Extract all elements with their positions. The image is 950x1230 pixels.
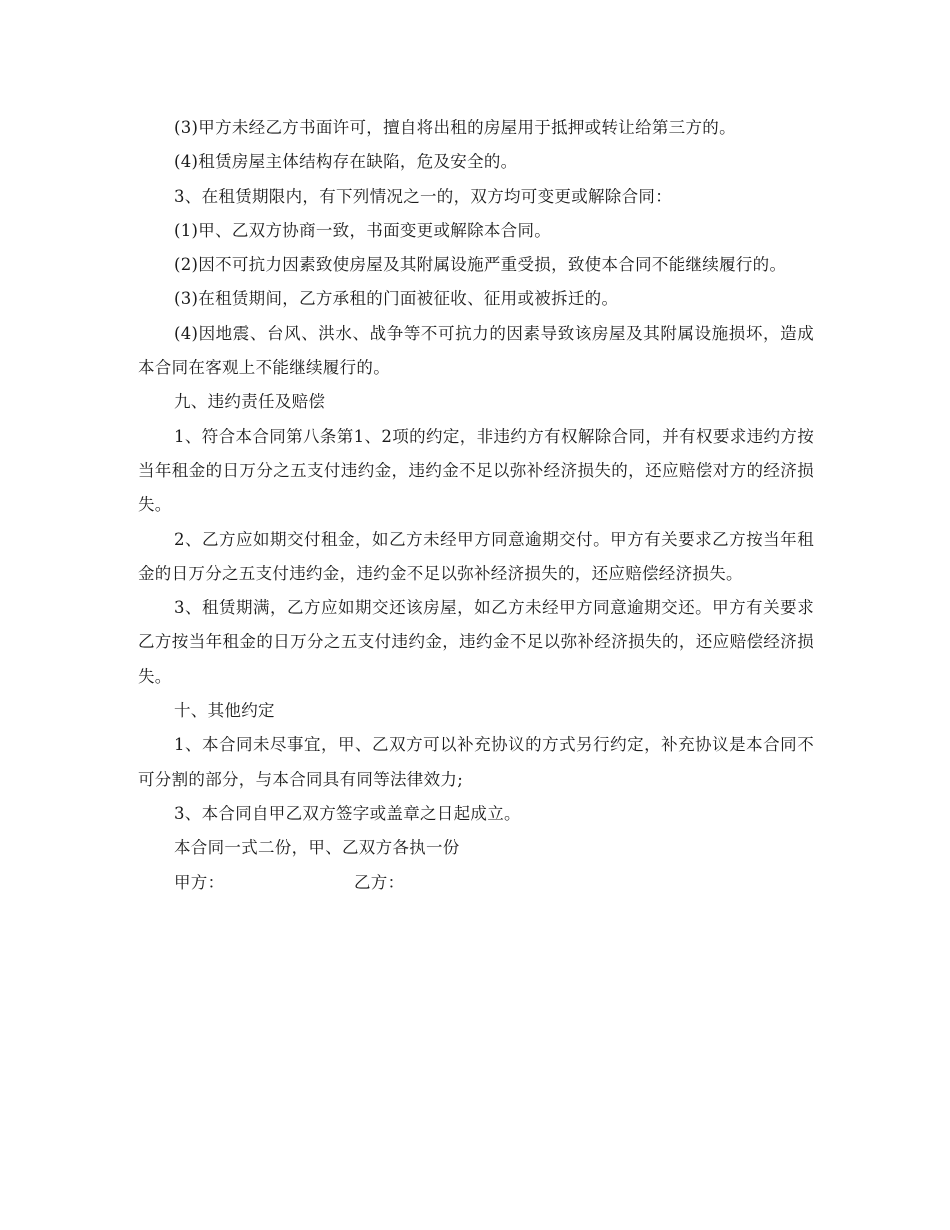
section-heading: 九、违约责任及赔偿 [174,392,326,412]
clause-paragraph: 2、乙方应如期交付租金，如乙方未经甲方同意逾期交付。甲方有关要求乙方按当年租金的日万分之五支付违约金，违约金不足以弥补经济损失的，还应赔偿经济损失。 [138,529,814,583]
clause-paragraph: (4)租赁房屋主体结构存在缺陷，危及安全的。 [174,152,518,172]
clause-paragraph: (2)因不可抗力因素致使房屋及其附属设施严重受损，致使本合同不能继续履行的。 [174,255,787,275]
party-b-signature-label: 乙方： [354,872,405,892]
clause-paragraph: (3)甲方未经乙方书面许可，擅自将出租的房屋用于抵押或转让给第三方的。 [174,118,736,137]
clause-paragraph: (3)在租赁期间，乙方承租的门面被征收、征用或被拆迁的。 [174,289,619,309]
signature-row [138,866,814,900]
clause-paragraph: (4)因地震、台风、洪水、战争等不可抗力的因素导致该房屋及其附属设施损坏，造成本合同在客观上不能继续履行的。 [138,323,814,378]
clause-paragraph: 1、本合同未尽事宜，甲、乙双方可以补充协议的方式另行约定，补充协议是本合同不可分割的部分，与本合同具有同等法律效力; [138,735,814,789]
party-a-signature-label: 甲方： [174,872,225,892]
section-heading: 十、其他约定 [174,701,275,721]
clause-paragraph: 3、在租赁期限内，有下列情况之一的，双方均可变更或解除合同： [174,186,672,206]
clause-paragraph: 3、本合同自甲乙双方签字或盖章之日起成立。 [174,803,521,823]
clause-paragraph: 本合同一式二份，甲、乙双方各执一份 [174,838,460,858]
clause-paragraph: 1、符合本合同第八条第1、2项的约定，非违约方有权解除合同，并有权要求违约方按当年租金的日万分之五支付违约金，违约金不足以弥补经济损失的，还应赔偿对方的经济损失。 [138,426,814,515]
clause-paragraph: 3、租赁期满，乙方应如期交还该房屋，如乙方未经甲方同意逾期交还。甲方有关要求乙方按当年租金的日万分之五支付违约金，违约金不足以弥补经济损失的，还应赔偿经济损失。 [138,598,814,686]
clause-paragraph: (1)甲、乙双方协商一致，书面变更或解除本合同。 [174,220,552,240]
document-body [138,111,814,900]
